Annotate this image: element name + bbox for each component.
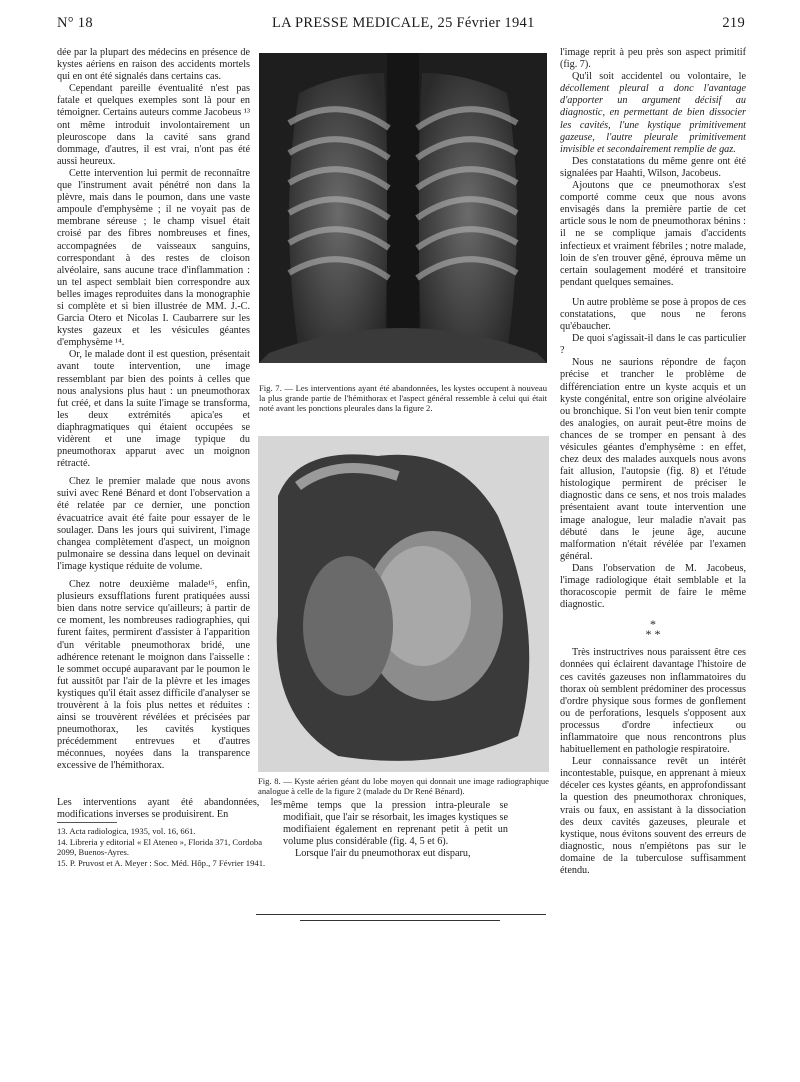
left-column bbox=[57, 47, 250, 773]
bottom-rule bbox=[256, 914, 546, 915]
paragraph: Cependant pareille éventualité n'est pas fatale et quelques exemples sont là pour en témoigner. Certains auteurs comme Jacobeus ¹³ ont même introduit involontairement un pleuroscope dans la cavité sans grand dommage, d'autres, il est vrai, n'ont pas été aussi heureux. bbox=[57, 83, 250, 167]
paragraph: Dans l'observation de M. Jacobeus, l'image radiologique était semblable et la thoracoscopie permit de faire le même diagnostic. bbox=[560, 562, 746, 611]
figure-8-caption: Fig. 8. — Kyste aérien géant du lobe moyen qui donnait une image radiographique analogue à celle de la figure 2 (malade du Dr René Bénard). bbox=[258, 776, 549, 797]
footnote-rule bbox=[57, 822, 117, 823]
footnote: 14. Libreria y editorial « El Ateneo », Florida 371, Cordoba 2099, Buenos-Ayres. bbox=[57, 836, 263, 858]
paragraph: l'image reprit à peu près son aspect primitif (fig. 7). bbox=[560, 47, 746, 71]
specimen-image bbox=[258, 436, 549, 772]
paragraph bbox=[560, 71, 746, 156]
paragraph-lead: Qu'il soit accidentel ou volontaire, le bbox=[572, 71, 746, 83]
wide-line: Les interventions ayant été abandonnées, les modifications inverses se produisirent. En bbox=[57, 797, 282, 821]
paragraph: même temps que la pression intra-pleurale se modifiait, que l'air se résorbait, les images kystiques se modifiaient également en reprenant petit à petit un volume plus considérable (fig. 4, 5 et 6). bbox=[283, 800, 508, 848]
footnote: 15. P. Pruvost et A. Meyer : Soc. Méd. Hôp., 7 Février 1941. bbox=[57, 857, 266, 868]
paragraph: Leur connaissance revêt un intérêt incontestable, puisque, en apprenant à mieux déceler ces kystes géants, en approfondissant la question des pneumothorax chroniques, vrais ou faux, en assistant à la dissociation des deux cavités gazeuses, pleurale et kystique, nous évitons souvent des erreurs de diagnostic, nous n'empiétons pas sur le domaine de la tuberculose suffisamment étendu. bbox=[560, 756, 746, 876]
paragraph: Chez notre deuxième malade¹⁵, enfin, plusieurs exsufflations furent pratiquées aussi bien dans notre service qu'ailleurs; à partir de ce moment, les nombreuses radiographies, qui furent faites, permirent d'assister à l'apparition d'un véritable pneumothorax bridé, une adhérence retenant le moignon dans l'aisselle : le sommet occupé auparavant par le poumon le fut aussitôt par l'air de la plèvre et les images kystiques qu'il était assez difficile d'analyser se trouvèrent à la fois plus nettes et réduites : ainsi se trouvèrent révélées et précisées par pneumothorax, les cavités kystiques précédemment entrevues et d'autres méconnues, noyées dans la transparence excessive de l'hémithorax. bbox=[57, 579, 250, 772]
figure-8-photo bbox=[258, 436, 549, 772]
paragraph: dée par la plupart des médecins en présence de kystes aériens en raison des accidents mortels qui en ont été signalés dans certains cas. bbox=[57, 47, 250, 83]
paragraph: Lorsque l'air du pneumothorax eut disparu, bbox=[295, 848, 471, 860]
footnote: 13. Acta radiologica, 1935, vol. 16, 661. bbox=[57, 826, 196, 836]
page-header bbox=[57, 15, 745, 41]
paragraph: Très instructrives nous paraissent être ces données qui éclairent davantage l'histoire de ces cavités gazeuses non inflammatoires du thorax où semblent prédominer des processus d'ordre physique sous formes de gonflement ou de perforations, lesquels s'opposent aux processus d'ordre infectieux ou inflammatoire que nous rencontrons plus habituellement en pathologie respiratoire. bbox=[560, 647, 746, 756]
paragraph: Ajoutons que ce pneumothorax s'est comporté comme ceux que nous avons envisagés dans la première partie de cet article sous le nom de pneumothorax bénins : il ne se complique jamais d'accidents infectieux et vraiment fébriles ; notre malade, loin de s'en trouver gêné, éprouva même un certain soulagement modéré et transitoire pendant quelques semaines. bbox=[560, 180, 746, 288]
paragraph: Or, le malade dont il est question, présentait avant toute intervention, une image ressemblant par bien des points à celles que nous analysions plus haut : un pneumothorax fut créé, et dans la suite l'image se transforma, les deux extrémités apica'es et diaphragmatiques qui étaient occupées se vidèrent et une image typique du pneumothorax apparut avec un moignon rétracté. bbox=[57, 349, 250, 470]
figure-7-radiograph bbox=[259, 53, 547, 363]
paragraph: Cette intervention lui permit de reconnaître que l'instrument avait pénétré non dans la plèvre, mais dans le poumon, dans une vaste ampoule d'emphysème ; il ne voyait pas de membrane séreuse ; le champ visuel était croisé par des fibres nombreuses et fines, accompagnées de vaisseaux sanguins, correspondant à des restes de cloison alvéolaire, sans aucune trace d'inflammation : un tel aspect semblait bien correspondre aux belles images reproduites dans la monographie si complète et si bien illustrée de MM. J.-C. Garcia Otero et Nicolas I. Caubarrere sur les kystes gazeux et les vésicules géantes d'emphysème ¹⁴. bbox=[57, 167, 250, 349]
section-separator bbox=[560, 617, 746, 642]
paragraph: De quoi s'agissait-il dans le cas particulier ? bbox=[560, 333, 746, 357]
radiograph-image bbox=[259, 53, 547, 363]
paragraph: Chez le premier malade que nous avons suivi avec René Bénard et dont l'observation a été relatée par ce dernier, une ponction évacuatrice avait été faite pour essayer de le soulager. Dans les jours qui suivirent, l'image changea complètement d'aspect, un moignon pulmonaire se dessina dans lequel on devinait l'image kystique réduite de volume. bbox=[57, 476, 250, 572]
separator-star: * bbox=[650, 617, 656, 632]
paragraph: Nous ne saurions répondre de façon précise et trancher le problème de différenciation entre un kyste acquis et un kyste congénital, entre son origine alvéolaire ou bronchique. Si l'on veut bien tenir compte des analogies, on aurait peut-être moins de chances de se tromper en pensant à des vésicules géantes d'emphysème : en effet, chez deux des malades auxquels nous avons fait allusion, l'autopsie (fig. 8) et l'étude histologique permirent de préciser le diagnostic dans ce sens, et nos trois malades présentaient avant toute intervention une image analogue, leur maladie n'avait pas débuté dans le jeune âge, aucune malformation n'était révélée par l'examen général. bbox=[560, 357, 746, 562]
page-number: 219 bbox=[722, 15, 745, 31]
middle-bottom-text bbox=[283, 800, 508, 860]
bottom-rule-short bbox=[300, 920, 500, 921]
paragraph: Des constatations du même genre ont été signalées par Haahti, Wilson, Jacobeus. bbox=[560, 155, 746, 179]
paragraph: Un autre problème se pose à propos de ces constatations, que nous ne ferons qu'ébaucher. bbox=[560, 296, 746, 333]
journal-title: LA PRESSE MEDICALE, 25 Février 1941 bbox=[272, 15, 535, 31]
footnotes bbox=[57, 822, 272, 868]
separator-stars: * * bbox=[645, 627, 661, 642]
figure-7-caption: Fig. 7. — Les interventions ayant été abandonnées, les kystes occupent à nouveau la plus grande partie de l'hémithorax et l'aspect général ressemble à celui qui était noté avant les ponctions pleurales dans la figure 2. bbox=[259, 383, 547, 414]
italic-passage: décollement pleural a donc l'avantage d'apporter un argument décisif au diagnostic, en permettant de bien dissocier les cavités, l'une kystique primitivement gazeuse, l'autre pleurale primitivement invisible et secondairement remplie de gaz. bbox=[560, 83, 746, 155]
right-column bbox=[560, 47, 746, 877]
issue-number: N° 18 bbox=[57, 15, 93, 31]
